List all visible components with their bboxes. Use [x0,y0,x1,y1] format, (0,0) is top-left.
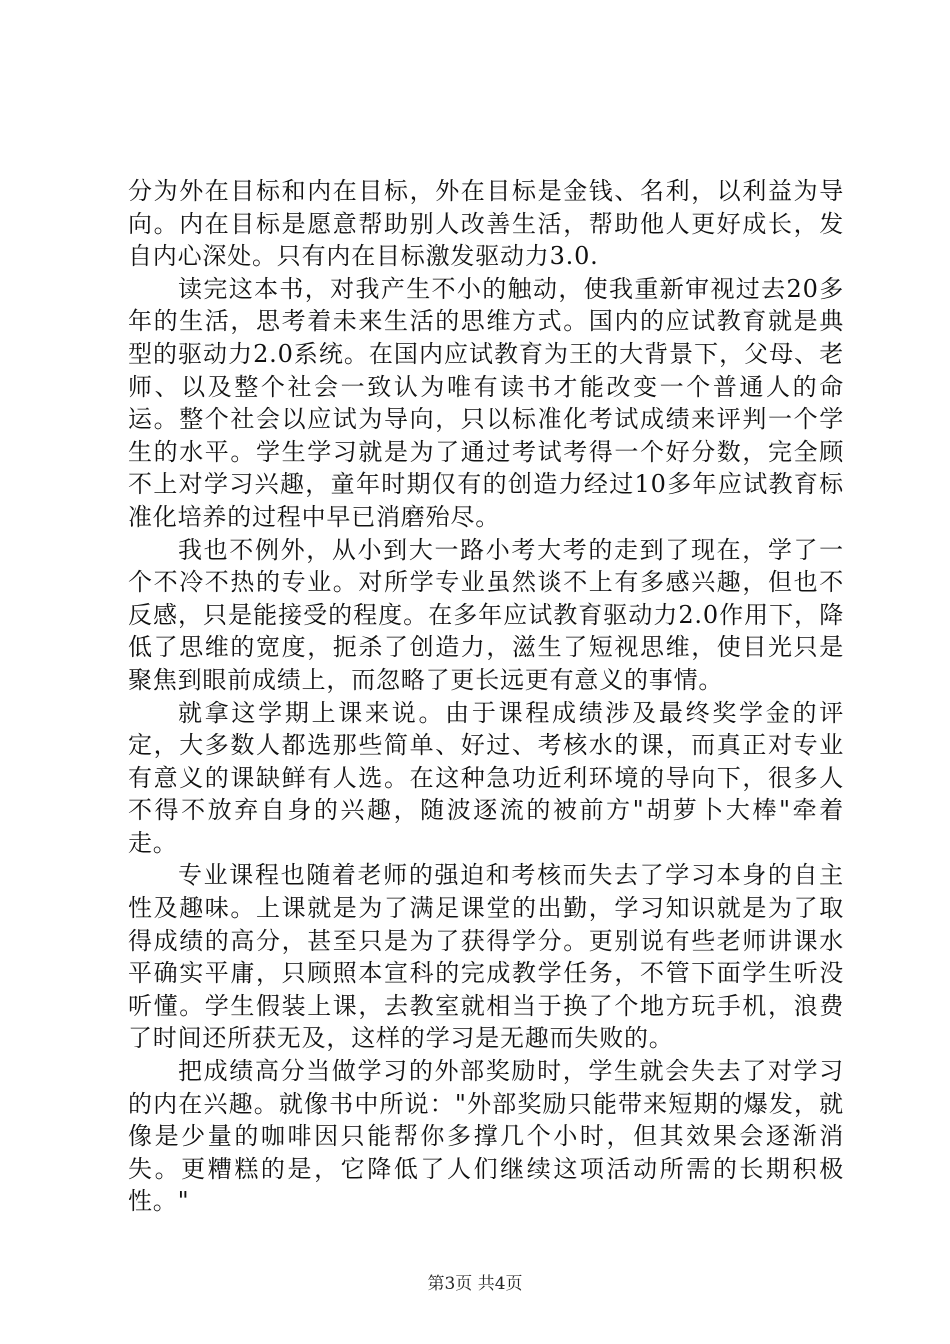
paragraph-continuation: 分为外在目标和内在目标，外在目标是金钱、名利，以利益为导向。内在目标是愿意帮助别人改善生活，帮助他人更好成长，发自内心深处。只有内在目标激发驱动力3.0. [128,177,844,271]
paragraph: 我也不例外，从小到大一路小考大考的走到了现在，学了一个不冷不热的专业。对所学专业虽然谈不上有多感兴趣，但也不反感，只是能接受的程度。在多年应试教育驱动力2.0作用下，降低了思维的宽度，扼杀了创造力，滋生了短视思维，使目光只是聚焦到眼前成绩上，而忽略了更长远更有意义的事情。 [128,535,844,694]
paragraph: 读完这本书，对我产生不小的触动，使我重新审视过去20多年的生活，思考着未来生活的思维方式。国内的应试教育就是典型的驱动力2.0系统。在国内应试教育为王的大背景下，父母、老师、以及整个社会一致认为唯有读书才能改变一个普通人的命运。整个社会以应试为导向，只以标准化考试成绩来评判一个学生的水平。学生学习就是为了通过考试考得一个好分数，完全顾不上对学习兴趣，童年时期仅有的创造力经过10多年应试教育标准化培养的过程中早已消磨殆尽。 [128,274,844,531]
paragraph: 就拿这学期上课来说。由于课程成绩涉及最终奖学金的评定，大多数人都选那些简单、好过、考核水的课，而真正对专业有意义的课缺鲜有人选。在这种急功近利环境的导向下，很多人不得不放弃自身的兴趣，随波逐流的被前方"胡萝卜大棒"牵着走。 [128,698,844,857]
page-number-footer: 第3页 共4页 [427,1274,523,1294]
document-body [128,175,844,1218]
paragraph: 把成绩高分当做学习的外部奖励时，学生就会失去了对学习的内在兴趣。就像书中所说："外部奖励只能带来短期的爆发，就像是少量的咖啡因只能帮你多撑几个小时，但其效果会逐渐消失。更糟糕的是，它降低了人们继续这项活动所需的长期积极性。" [128,1057,844,1216]
paragraph: 专业课程也随着老师的强迫和考核而失去了学习本身的自主性及趣味。上课就是为了满足课堂的出勤，学习知识就是为了取得成绩的高分，甚至只是为了获得学分。更别说有些老师讲课水平确实平庸，只顾照本宣科的完成教学任务，不管下面学生听没听懂。学生假装上课，去教室就相当于换了个地方玩手机，浪费了时间还所获无及，这样的学习是无趣而失败的。 [128,861,844,1053]
